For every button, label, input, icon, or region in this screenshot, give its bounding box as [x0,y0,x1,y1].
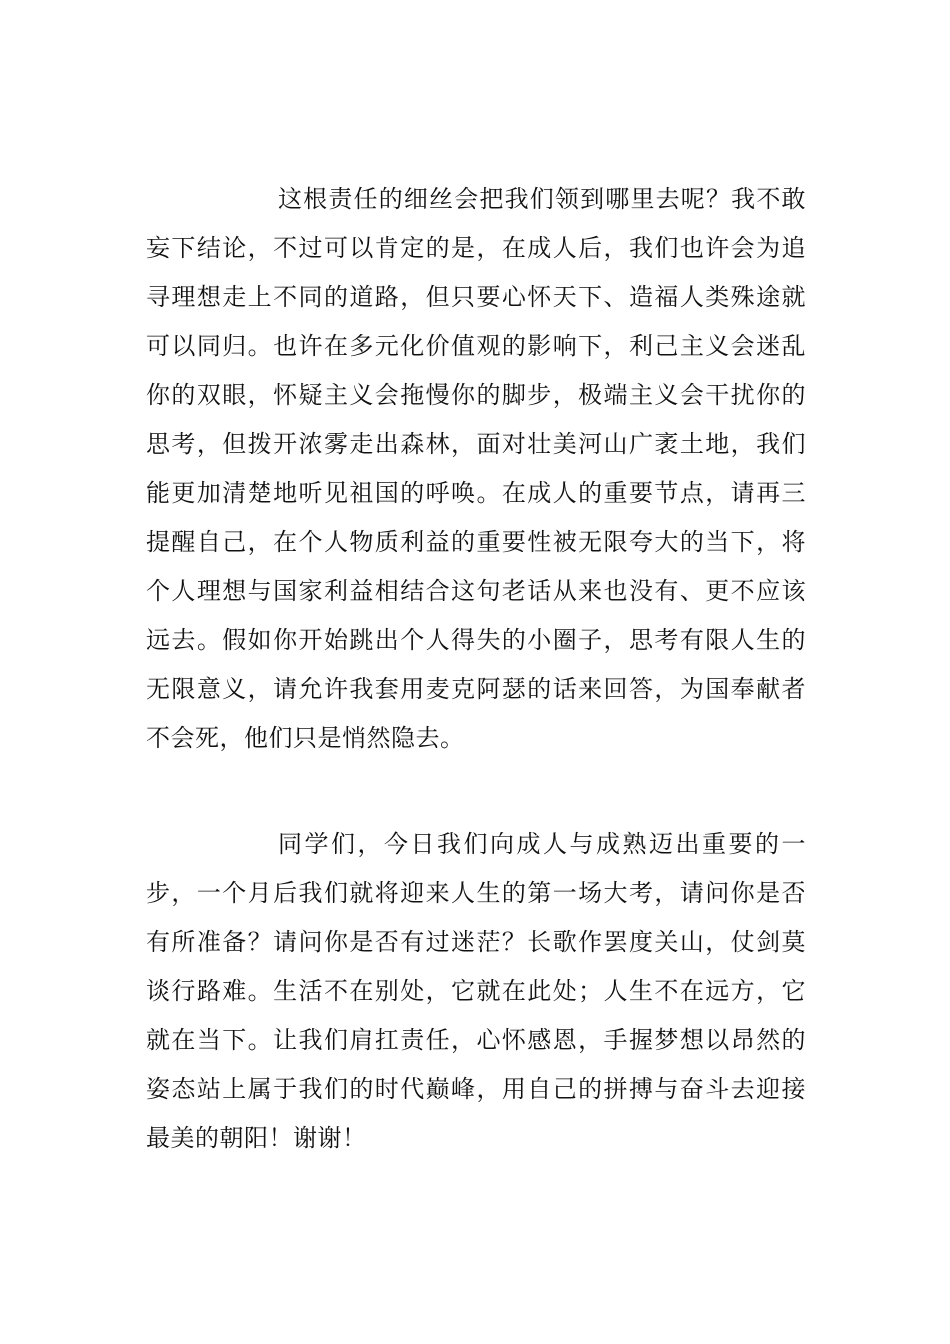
paragraph-responsibility: 这根责任的细丝会把我们领到哪里去呢？我不敢妄下结论，不过可以肯定的是，在成人后，我们也许会为追寻理想走上不同的道路，但只要心怀天下、造福人类殊途就可以同归。也许在多元化价值观的影响下，利己主义会迷乱你的双眼，怀疑主义会拖慢你的脚步，极端主义会干扰你的思考，但拨开浓雾走出森林，面对壮美河山广袤土地，我们能更加清楚地听见祖国的呼唤。在成人的重要节点，请再三提醒自己，在个人物质利益的重要性被无限夸大的当下，将个人理想与国家利益相结合这句老话从来也没有、更不应该远去。假如你开始跳出个人得失的小圈子，思考有限人生的无限意义，请允许我套用麦克阿瑟的话来回答，为国奉献者不会死，他们只是悄然隐去。 [146,185,806,752]
paragraph-closing: 同学们，今日我们向成人与成熟迈出重要的一步，一个月后我们就将迎来人生的第一场大考，请问你是否有所准备？请问你是否有过迷茫？长歌作罢度关山，仗剑莫谈行路难。生活不在别处，它就在此处；人生不在远方，它就在当下。让我们肩扛责任，心怀感恩，手握梦想以昂然的姿态站上属于我们的时代巅峰，用自己的拼搏与奋斗去迎接最美的朝阳！谢谢！ [146,830,806,1152]
